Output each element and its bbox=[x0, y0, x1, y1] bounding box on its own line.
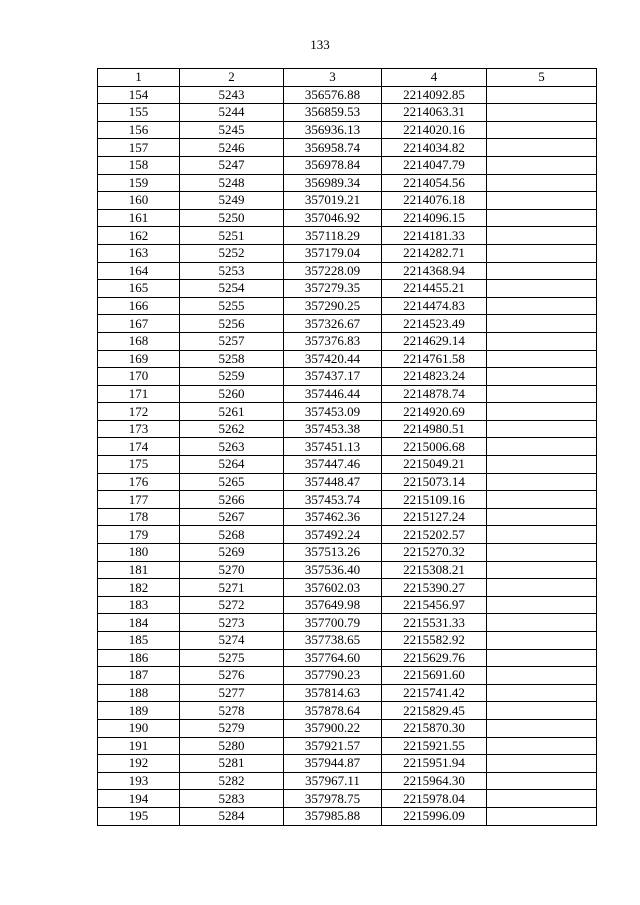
table-cell: 357279.35 bbox=[284, 280, 382, 298]
table-cell: 169 bbox=[98, 350, 180, 368]
table-cell: 5282 bbox=[180, 772, 284, 790]
table-row bbox=[98, 156, 597, 174]
table-cell: 357649.98 bbox=[284, 596, 382, 614]
table-cell: 356859.53 bbox=[284, 104, 382, 122]
table-cell: 5255 bbox=[180, 297, 284, 315]
table-cell: 2215629.76 bbox=[382, 649, 487, 667]
table-cell: 154 bbox=[98, 86, 180, 104]
table-cell: 173 bbox=[98, 420, 180, 438]
table-cell: 5280 bbox=[180, 737, 284, 755]
table-cell: 5277 bbox=[180, 684, 284, 702]
table-cell bbox=[487, 227, 597, 245]
table-cell: 2214181.33 bbox=[382, 227, 487, 245]
table-cell: 5271 bbox=[180, 579, 284, 597]
table-row bbox=[98, 174, 597, 192]
table-cell bbox=[487, 438, 597, 456]
table-cell: 180 bbox=[98, 544, 180, 562]
table-cell bbox=[487, 297, 597, 315]
table-row bbox=[98, 614, 597, 632]
table-row bbox=[98, 719, 597, 737]
table-row bbox=[98, 632, 597, 650]
table-cell: 2214761.58 bbox=[382, 350, 487, 368]
table-cell bbox=[487, 719, 597, 737]
table-cell: 2214282.71 bbox=[382, 244, 487, 262]
table-cell: 357290.25 bbox=[284, 297, 382, 315]
table-row bbox=[98, 244, 597, 262]
table-cell bbox=[487, 702, 597, 720]
table-row bbox=[98, 596, 597, 614]
table-cell: 193 bbox=[98, 772, 180, 790]
table-cell: 190 bbox=[98, 719, 180, 737]
table-cell: 181 bbox=[98, 561, 180, 579]
table-cell bbox=[487, 244, 597, 262]
table-cell: 357738.65 bbox=[284, 632, 382, 650]
column-header: 5 bbox=[487, 69, 597, 87]
table-row bbox=[98, 385, 597, 403]
table-cell: 5260 bbox=[180, 385, 284, 403]
table-row bbox=[98, 403, 597, 421]
table-cell bbox=[487, 420, 597, 438]
table-cell: 357944.87 bbox=[284, 755, 382, 773]
table-cell: 176 bbox=[98, 473, 180, 491]
table-row bbox=[98, 280, 597, 298]
table-cell: 2215049.21 bbox=[382, 456, 487, 474]
table-cell bbox=[487, 544, 597, 562]
table-cell bbox=[487, 315, 597, 333]
page-number: 133 bbox=[310, 37, 330, 52]
table-cell: 5253 bbox=[180, 262, 284, 280]
table-cell: 171 bbox=[98, 385, 180, 403]
table-cell bbox=[487, 209, 597, 227]
table-cell: 5247 bbox=[180, 156, 284, 174]
table-cell: 5275 bbox=[180, 649, 284, 667]
table-row bbox=[98, 227, 597, 245]
table-cell: 2215456.97 bbox=[382, 596, 487, 614]
table-cell: 5274 bbox=[180, 632, 284, 650]
table-cell: 2215073.14 bbox=[382, 473, 487, 491]
table-row bbox=[98, 561, 597, 579]
table-row bbox=[98, 368, 597, 386]
table-cell: 357448.47 bbox=[284, 473, 382, 491]
table-cell: 2214034.82 bbox=[382, 139, 487, 157]
table-row bbox=[98, 807, 597, 825]
table-cell: 2215978.04 bbox=[382, 790, 487, 808]
table-cell: 357602.03 bbox=[284, 579, 382, 597]
table-cell: 357878.64 bbox=[284, 702, 382, 720]
table-cell bbox=[487, 174, 597, 192]
table-cell: 2215582.92 bbox=[382, 632, 487, 650]
table-cell bbox=[487, 86, 597, 104]
table-cell: 5283 bbox=[180, 790, 284, 808]
table-cell: 182 bbox=[98, 579, 180, 597]
table-row bbox=[98, 297, 597, 315]
table-row bbox=[98, 104, 597, 122]
table-cell: 175 bbox=[98, 456, 180, 474]
table-row bbox=[98, 491, 597, 509]
table-cell: 158 bbox=[98, 156, 180, 174]
table-cell: 357814.63 bbox=[284, 684, 382, 702]
table-cell: 5266 bbox=[180, 491, 284, 509]
table-cell bbox=[487, 632, 597, 650]
table-cell bbox=[487, 385, 597, 403]
table-row bbox=[98, 456, 597, 474]
table-cell: 2215951.94 bbox=[382, 755, 487, 773]
table-cell: 2215829.45 bbox=[382, 702, 487, 720]
table-cell: 2214096.15 bbox=[382, 209, 487, 227]
table-cell: 2215006.68 bbox=[382, 438, 487, 456]
table-cell bbox=[487, 350, 597, 368]
table-cell: 179 bbox=[98, 526, 180, 544]
table-cell: 5244 bbox=[180, 104, 284, 122]
table-row bbox=[98, 737, 597, 755]
table-cell: 5276 bbox=[180, 667, 284, 685]
table-cell: 357446.44 bbox=[284, 385, 382, 403]
table-cell: 5270 bbox=[180, 561, 284, 579]
column-header: 3 bbox=[284, 69, 382, 87]
table-cell: 357453.38 bbox=[284, 420, 382, 438]
table-cell: 2214076.18 bbox=[382, 192, 487, 210]
table-cell: 189 bbox=[98, 702, 180, 720]
table-cell: 191 bbox=[98, 737, 180, 755]
table-cell bbox=[487, 737, 597, 755]
table-cell: 2214368.94 bbox=[382, 262, 487, 280]
table-row bbox=[98, 684, 597, 702]
table-cell: 2215127.24 bbox=[382, 508, 487, 526]
table-cell: 2215390.27 bbox=[382, 579, 487, 597]
table-cell: 163 bbox=[98, 244, 180, 262]
table-cell: 5272 bbox=[180, 596, 284, 614]
table-cell bbox=[487, 104, 597, 122]
table-cell: 357437.17 bbox=[284, 368, 382, 386]
table-cell bbox=[487, 156, 597, 174]
table-cell bbox=[487, 526, 597, 544]
table-cell: 356978.84 bbox=[284, 156, 382, 174]
table-row bbox=[98, 139, 597, 157]
table-cell: 5248 bbox=[180, 174, 284, 192]
coordinates-table bbox=[97, 68, 597, 826]
table-row bbox=[98, 579, 597, 597]
table-cell: 357453.74 bbox=[284, 491, 382, 509]
table-row bbox=[98, 473, 597, 491]
table-cell: 174 bbox=[98, 438, 180, 456]
table-cell bbox=[487, 121, 597, 139]
table-cell: 5257 bbox=[180, 332, 284, 350]
table-cell: 357118.29 bbox=[284, 227, 382, 245]
table-cell: 5264 bbox=[180, 456, 284, 474]
table-cell: 5268 bbox=[180, 526, 284, 544]
table-cell: 5278 bbox=[180, 702, 284, 720]
table-cell: 194 bbox=[98, 790, 180, 808]
table-cell: 5249 bbox=[180, 192, 284, 210]
table-cell: 5246 bbox=[180, 139, 284, 157]
table-cell: 357978.75 bbox=[284, 790, 382, 808]
table-row bbox=[98, 438, 597, 456]
table-cell bbox=[487, 561, 597, 579]
table-cell: 5279 bbox=[180, 719, 284, 737]
table-cell bbox=[487, 614, 597, 632]
table-cell: 2215870.30 bbox=[382, 719, 487, 737]
table-cell: 357376.83 bbox=[284, 332, 382, 350]
table-cell: 168 bbox=[98, 332, 180, 350]
table-cell bbox=[487, 491, 597, 509]
table-cell: 5258 bbox=[180, 350, 284, 368]
table-cell: 5245 bbox=[180, 121, 284, 139]
table-cell: 2214020.16 bbox=[382, 121, 487, 139]
table-cell bbox=[487, 684, 597, 702]
table-cell bbox=[487, 508, 597, 526]
table-cell: 167 bbox=[98, 315, 180, 333]
table-row bbox=[98, 702, 597, 720]
table-cell: 356989.34 bbox=[284, 174, 382, 192]
table-cell bbox=[487, 332, 597, 350]
table-cell bbox=[487, 649, 597, 667]
table-cell bbox=[487, 139, 597, 157]
table-cell: 164 bbox=[98, 262, 180, 280]
table-cell: 2215921.55 bbox=[382, 737, 487, 755]
table-cell: 156 bbox=[98, 121, 180, 139]
table-cell: 183 bbox=[98, 596, 180, 614]
table-cell: 2215270.32 bbox=[382, 544, 487, 562]
table-row bbox=[98, 262, 597, 280]
table-cell bbox=[487, 403, 597, 421]
table-cell bbox=[487, 579, 597, 597]
table-cell: 5269 bbox=[180, 544, 284, 562]
column-header: 4 bbox=[382, 69, 487, 87]
table-cell: 5267 bbox=[180, 508, 284, 526]
table-row bbox=[98, 667, 597, 685]
table-cell: 2214474.83 bbox=[382, 297, 487, 315]
table-cell: 357900.22 bbox=[284, 719, 382, 737]
table-row bbox=[98, 192, 597, 210]
table-cell: 357462.36 bbox=[284, 508, 382, 526]
table-cell: 357492.24 bbox=[284, 526, 382, 544]
table-cell bbox=[487, 772, 597, 790]
table-cell: 2214455.21 bbox=[382, 280, 487, 298]
table-row bbox=[98, 420, 597, 438]
table-row bbox=[98, 649, 597, 667]
table-cell: 356958.74 bbox=[284, 139, 382, 157]
table-cell: 2215531.33 bbox=[382, 614, 487, 632]
table-cell: 2215202.57 bbox=[382, 526, 487, 544]
table-cell: 159 bbox=[98, 174, 180, 192]
table-cell: 5243 bbox=[180, 86, 284, 104]
table-cell bbox=[487, 807, 597, 825]
table-row bbox=[98, 755, 597, 773]
table-cell bbox=[487, 596, 597, 614]
table-cell: 165 bbox=[98, 280, 180, 298]
table-cell: 357179.04 bbox=[284, 244, 382, 262]
table-cell: 357790.23 bbox=[284, 667, 382, 685]
table-cell bbox=[487, 790, 597, 808]
table-cell: 186 bbox=[98, 649, 180, 667]
table-cell: 357700.79 bbox=[284, 614, 382, 632]
table-cell: 2214920.69 bbox=[382, 403, 487, 421]
table-cell: 5252 bbox=[180, 244, 284, 262]
table-cell: 357453.09 bbox=[284, 403, 382, 421]
table-row bbox=[98, 544, 597, 562]
table-cell: 166 bbox=[98, 297, 180, 315]
table-cell: 172 bbox=[98, 403, 180, 421]
table-cell: 2214523.49 bbox=[382, 315, 487, 333]
table-row bbox=[98, 86, 597, 104]
table-row bbox=[98, 315, 597, 333]
table-cell: 357326.67 bbox=[284, 315, 382, 333]
table-cell: 178 bbox=[98, 508, 180, 526]
table-cell: 2214980.51 bbox=[382, 420, 487, 438]
table-cell: 2215741.42 bbox=[382, 684, 487, 702]
table-cell bbox=[487, 192, 597, 210]
table-cell bbox=[487, 755, 597, 773]
table-cell: 357046.92 bbox=[284, 209, 382, 227]
table-header bbox=[98, 69, 597, 87]
table-cell: 5259 bbox=[180, 368, 284, 386]
table-cell bbox=[487, 262, 597, 280]
table-row bbox=[98, 790, 597, 808]
table-cell: 2214629.14 bbox=[382, 332, 487, 350]
table-cell: 177 bbox=[98, 491, 180, 509]
table-row bbox=[98, 350, 597, 368]
table-cell: 2214063.31 bbox=[382, 104, 487, 122]
table-row bbox=[98, 526, 597, 544]
table-cell: 357536.40 bbox=[284, 561, 382, 579]
table-cell bbox=[487, 280, 597, 298]
table-cell: 357420.44 bbox=[284, 350, 382, 368]
table-row bbox=[98, 772, 597, 790]
table-cell: 356936.13 bbox=[284, 121, 382, 139]
table-cell: 5250 bbox=[180, 209, 284, 227]
table-cell: 357228.09 bbox=[284, 262, 382, 280]
table-cell: 357985.88 bbox=[284, 807, 382, 825]
table-cell: 2215996.09 bbox=[382, 807, 487, 825]
table-cell: 155 bbox=[98, 104, 180, 122]
table-body bbox=[98, 86, 597, 825]
table-cell: 2214823.24 bbox=[382, 368, 487, 386]
table-cell: 357451.13 bbox=[284, 438, 382, 456]
table-cell: 5251 bbox=[180, 227, 284, 245]
table-cell: 184 bbox=[98, 614, 180, 632]
table-cell: 5281 bbox=[180, 755, 284, 773]
column-header: 1 bbox=[98, 69, 180, 87]
table-cell: 157 bbox=[98, 139, 180, 157]
table-cell bbox=[487, 667, 597, 685]
table-header-row bbox=[98, 69, 597, 87]
table-row bbox=[98, 508, 597, 526]
table-cell: 160 bbox=[98, 192, 180, 210]
table-cell: 2214092.85 bbox=[382, 86, 487, 104]
table-cell: 2215691.60 bbox=[382, 667, 487, 685]
table-cell: 357513.26 bbox=[284, 544, 382, 562]
table-cell: 162 bbox=[98, 227, 180, 245]
table-cell: 5263 bbox=[180, 438, 284, 456]
table-cell: 5273 bbox=[180, 614, 284, 632]
table-cell: 357447.46 bbox=[284, 456, 382, 474]
table-cell: 356576.88 bbox=[284, 86, 382, 104]
table-cell: 2215109.16 bbox=[382, 491, 487, 509]
table-cell: 2214878.74 bbox=[382, 385, 487, 403]
column-header: 2 bbox=[180, 69, 284, 87]
table-cell: 5254 bbox=[180, 280, 284, 298]
table-cell: 2214047.79 bbox=[382, 156, 487, 174]
table-cell: 2214054.56 bbox=[382, 174, 487, 192]
table-cell: 185 bbox=[98, 632, 180, 650]
table-cell: 357921.57 bbox=[284, 737, 382, 755]
table-row bbox=[98, 332, 597, 350]
table-cell: 5256 bbox=[180, 315, 284, 333]
table-cell: 161 bbox=[98, 209, 180, 227]
table-row bbox=[98, 121, 597, 139]
table-cell bbox=[487, 473, 597, 491]
table-cell: 5262 bbox=[180, 420, 284, 438]
table-cell: 5284 bbox=[180, 807, 284, 825]
table-cell: 2215964.30 bbox=[382, 772, 487, 790]
table-cell: 2215308.21 bbox=[382, 561, 487, 579]
table-cell: 187 bbox=[98, 667, 180, 685]
table-cell: 5261 bbox=[180, 403, 284, 421]
table-row bbox=[98, 209, 597, 227]
table-cell bbox=[487, 456, 597, 474]
table-cell: 357764.60 bbox=[284, 649, 382, 667]
table-cell bbox=[487, 368, 597, 386]
table-cell: 5265 bbox=[180, 473, 284, 491]
table-cell: 357967.11 bbox=[284, 772, 382, 790]
table-cell: 192 bbox=[98, 755, 180, 773]
table-cell: 195 bbox=[98, 807, 180, 825]
table-cell: 170 bbox=[98, 368, 180, 386]
table-cell: 188 bbox=[98, 684, 180, 702]
table-cell: 357019.21 bbox=[284, 192, 382, 210]
